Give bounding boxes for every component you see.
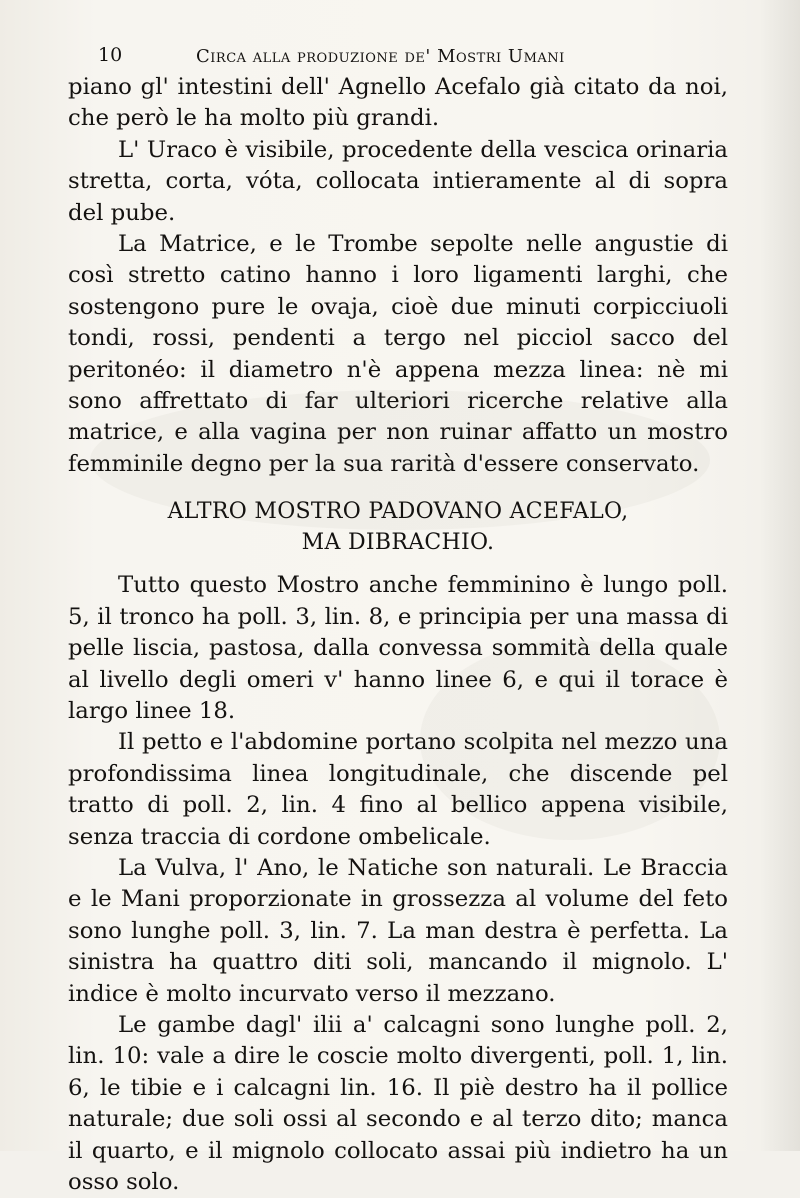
page-edge-shadow (760, 0, 800, 1151)
section-heading-line: MA DIBRACHIO. (301, 530, 495, 556)
page-header (68, 44, 728, 74)
section-heading-line: ALTRO MOSTRO PADOVANO ACEFALO, (167, 499, 629, 525)
paragraph: Le gambe dagl' ilii a' calcagni sono lunghe poll. 2, lin. 10: vale a dire le coscie molto divergenti, poll. 1, lin. 6, le tibie e i calcagni lin. 16. Il piè destro ha il pollice naturale; due soli ossi al secondo e al terzo dito; manca il quarto, e il mignolo collocato assai più indietro ha un osso solo. (68, 1011, 728, 1195)
paragraph: piano gl' intestini dell' Agnello Acefalo già citato da noi, che però le ha molto più grandi. (68, 74, 728, 132)
paragraph: La Vulva, l' Ano, le Natiche son naturali. Le Braccia e le Mani proporzionate in grossezza al volume del feto sono lunghe poll. 3, lin. 7. La man destra è perfetta. La sinistra ha quattro diti soli, mancando il mignolo. L' indice è molto incurvato verso il mezzano. (68, 854, 728, 1007)
paragraph: Tutto questo Mostro anche femminino è lungo poll. 5, il tronco ha poll. 3, lin. 8, e principia per una massa di pelle liscia, pastosa, dalla convessa sommità della quale al livello degli omeri v' hanno linee 6, e qui il torace è largo linee 18. (68, 572, 728, 724)
page-number: 10 (98, 44, 123, 66)
section-heading (68, 496, 728, 558)
paragraph: L' Uraco è visibile, procedente della vescica orinaria stretta, corta, vóta, collocata intieramente al di sopra del pube. (68, 136, 728, 226)
paragraph: Il petto e l'abdomine portano scolpita nel mezzo una profondissima linea longitudinale, che discende pel tratto di poll. 2, lin. 4 fino al bellico appena visibile, senza traccia di cordone ombelicale. (68, 729, 728, 850)
running-title: Circa alla produzione de' Mostri Umani (196, 46, 565, 67)
body-text (68, 72, 728, 1198)
paragraph: La Matrice, e le Trombe sepolte nelle angustie di così stretto catino hanno i loro ligamenti larghi, che sostengono pure le ovaja, cioè due minuti corpicciuoli tondi, rossi, pendenti a tergo nel picciol sacco del peritonéo: il diametro n'è appena mezza linea: nè mi sono affrettato di far ulteriori ricerche relative alla matrice, e alla vagina per non ruinar affatto un mostro femminile degno per la sua rarità d'essere conservato. (68, 231, 728, 477)
